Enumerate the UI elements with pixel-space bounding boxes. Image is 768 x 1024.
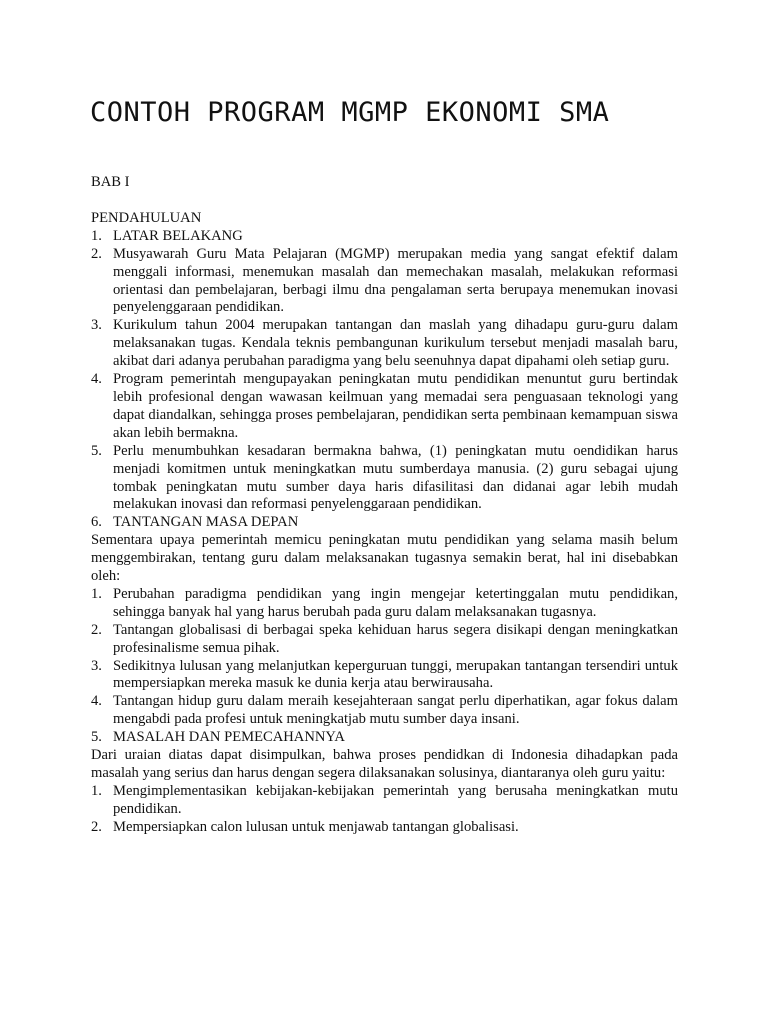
- list-item-text: Musyawarah Guru Mata Pelajaran (MGMP) merupakan media yang sangat efektif dalam menggali informasi, menemukan masalah dan memechakan masalah, melakukan reformasi orientasi dan pembelajaran, berbagi ilmu dna pengalaman serta berupaya menemukan inovasi penyelenggaraan pendidikan.: [113, 245, 678, 316]
- subsection-heading: [91, 514, 678, 532]
- chapter-label: BAB I: [91, 174, 130, 190]
- paragraph: Sementara upaya pemerintah memicu peningkatan mutu pendidikan yang selama masih belum menggembirakan, tentang guru dalam melaksanakan tugasnya semakin berat, hal ini disebabkan oleh:: [91, 532, 678, 585]
- list-number: 1.: [91, 585, 102, 602]
- document-body: [91, 174, 678, 837]
- list-number: 3.: [91, 657, 102, 674]
- list-item: [91, 622, 678, 658]
- list-item: [91, 819, 678, 837]
- list-number: 2.: [91, 621, 102, 638]
- list-item-text: Program pemerintah mengupayakan peningkatan mutu pendidikan menuntut guru bertindak lebih profesional dengan wawasan keilmuan yang memadai sera penguasaan teknologi yang dapat diandalkan, sehingga proses pembelajaran, pendidikan serta pembinaan kemampuan siswa akan lebih bermakna.: [113, 371, 678, 441]
- solutions-list: [91, 783, 678, 837]
- list-item-text: Perubahan paradigma pendidikan yang ingin mengejar ketertinggalan mutu pendidikan, sehingga banyak hal yang harus berubah pada guru dalam melaksanakan tugasnya.: [113, 585, 678, 620]
- list-item-text: Mempersiapkan calon lulusan untuk menjawab tantangan globalisasi.: [113, 818, 519, 835]
- intro-list: [91, 228, 678, 515]
- list-number: 4.: [91, 371, 102, 388]
- list-item-text: Sedikitnya lulusan yang melanjutkan keperguruan tunggi, merupakan tantangan tersendiri untuk mempersiapkan mereka masuk ke dunia kerja atau berwirausaha.: [113, 657, 678, 692]
- list-item-text: LATAR BELAKANG: [113, 227, 243, 244]
- subsection-heading: [91, 729, 678, 747]
- list-item: [91, 783, 678, 819]
- challenges-list: [91, 586, 678, 729]
- document-title: CONTOH PROGRAM MGMP EKONOMI SMA: [90, 97, 610, 128]
- list-number: 6.: [91, 514, 102, 531]
- list-number: 4.: [91, 693, 102, 710]
- list-item-text: Kurikulum tahun 2004 merupakan tantangan dan maslah yang dihadapu guru-guru dalam melaksanakan tugas. Kendala teknis pembangunan kurikulum tersebut menjadi masalah baru, akibat dari adanya perubahan paradigma yang belu seenuhnya dapat dipahami oleh setiap guru.: [113, 317, 678, 370]
- list-item: [91, 443, 678, 515]
- list-number: 5.: [91, 729, 102, 746]
- subsection-heading-text: MASALAH DAN PEMECAHANNYA: [113, 729, 345, 746]
- list-number: 2.: [91, 245, 102, 262]
- section-heading: PENDAHULUAN: [91, 209, 202, 226]
- list-item-text: Perlu menumbuhkan kesadaran bermakna bahwa, (1) peningkatan mutu oendidikan harus menjadi komitmen untuk meningkatkan mutu sumberdaya manusia. (2) guru sebagai ujung tombak peningkatan mutu sumber daya haris difasilitasi dan didanai agar lebih mudah melakukan inovasi dan reformasi penyelenggaraan pendidikan.: [113, 442, 678, 513]
- subsection-heading-text: TANTANGAN MASA DEPAN: [113, 514, 299, 531]
- list-number: 1.: [91, 782, 102, 799]
- list-item-text: Tantangan globalisasi di berbagai speka kehiduan harus segera disikapi dengan meningkatkan profesinalisme semua pihak.: [113, 621, 678, 656]
- list-item-text: Mengimplementasikan kebijakan-kebijakan pemerintah yang berusaha meningkatkan mutu pendidikan.: [113, 782, 678, 817]
- list-number: 1.: [91, 227, 102, 244]
- list-item: [91, 371, 678, 443]
- list-item: [91, 246, 678, 318]
- list-item: [91, 228, 678, 246]
- list-number: 2.: [91, 818, 102, 835]
- list-item-text: Tantangan hidup guru dalam meraih kesejahteraan sangat perlu diperhatikan, agar fokus dalam mengabdi pada profesi untuk meningkatjab mutu sumber daya insani.: [113, 693, 678, 728]
- list-item: [91, 658, 678, 694]
- list-item: [91, 586, 678, 622]
- list-number: 5.: [91, 442, 102, 459]
- paragraph: Dari uraian diatas dapat disimpulkan, bahwa proses pendidkan di Indonesia dihadapkan pada masalah yang serius dan harus dengan segera dilaksanakan solusinya, diantaranya oleh guru yaitu:: [91, 747, 678, 781]
- list-item: [91, 317, 678, 371]
- list-item: [91, 693, 678, 729]
- list-number: 3.: [91, 317, 102, 334]
